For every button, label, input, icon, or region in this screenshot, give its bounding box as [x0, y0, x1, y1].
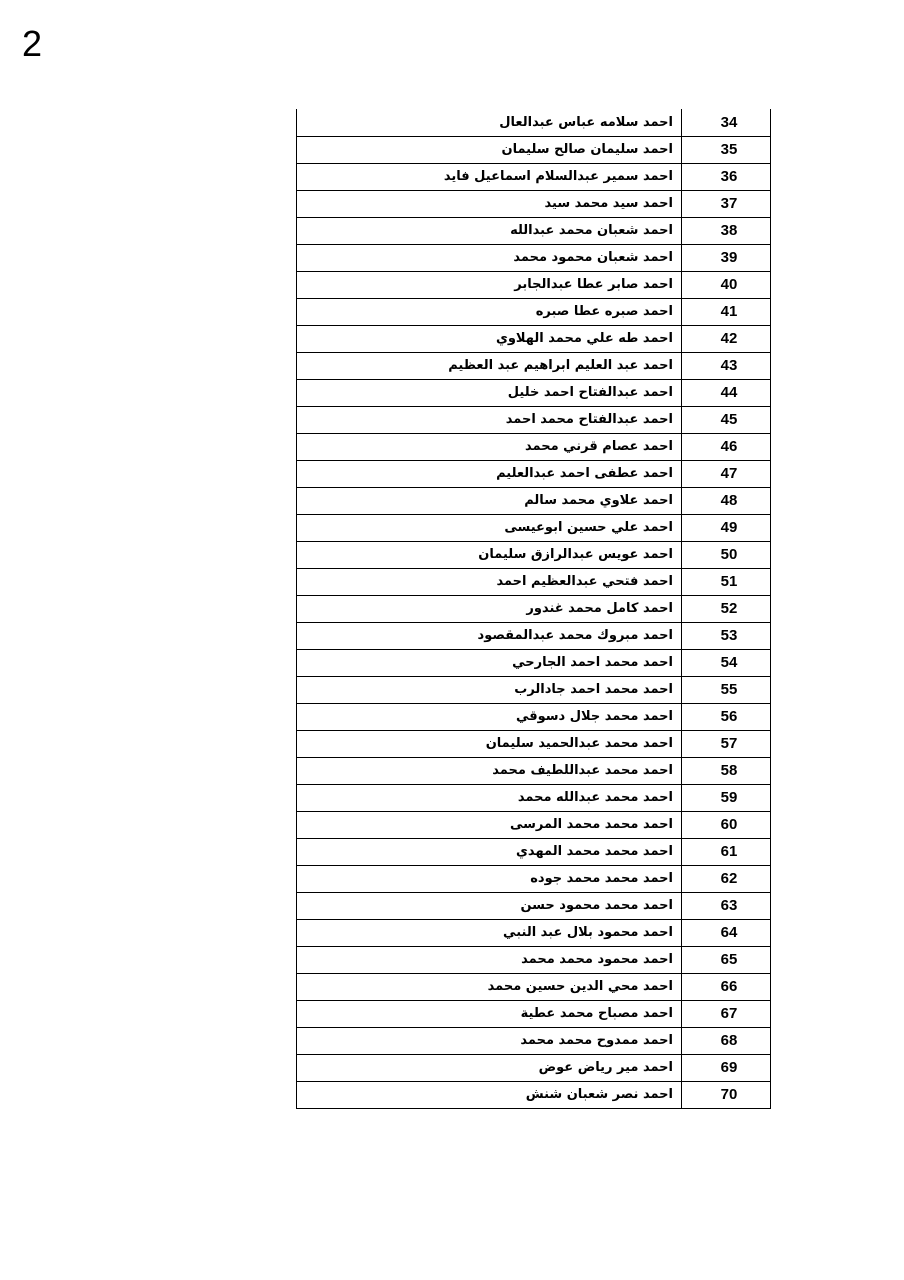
table-row	[297, 730, 771, 757]
table-row	[297, 325, 771, 352]
student-name-cell: احمد مبروك محمد عبدالمقصود	[297, 622, 682, 649]
student-name-cell: احمد محمد محمد المرسى	[297, 811, 682, 838]
student-name-cell: احمد محمد محمد المهدي	[297, 838, 682, 865]
row-number-cell: 69	[682, 1054, 771, 1081]
student-name-cell: احمد محمد احمد جادالرب	[297, 676, 682, 703]
student-name-cell: احمد مصباح محمد عطية	[297, 1000, 682, 1027]
names-table-body	[297, 109, 771, 1108]
row-number-cell: 61	[682, 838, 771, 865]
table-row	[297, 406, 771, 433]
row-number-cell: 51	[682, 568, 771, 595]
student-name-cell: احمد محمد محمد جوده	[297, 865, 682, 892]
table-row	[297, 190, 771, 217]
student-name-cell: احمد مير رياض عوض	[297, 1054, 682, 1081]
names-table	[296, 109, 771, 1109]
row-number-cell: 40	[682, 271, 771, 298]
table-row	[297, 703, 771, 730]
table-row	[297, 460, 771, 487]
row-number-cell: 46	[682, 433, 771, 460]
table-row	[297, 541, 771, 568]
row-number-cell: 44	[682, 379, 771, 406]
table-row	[297, 757, 771, 784]
table-row	[297, 487, 771, 514]
student-name-cell: احمد محمد عبدالحميد سليمان	[297, 730, 682, 757]
table-row	[297, 1000, 771, 1027]
table-row	[297, 649, 771, 676]
table-row	[297, 784, 771, 811]
table-row	[297, 298, 771, 325]
row-number-cell: 50	[682, 541, 771, 568]
student-name-cell: احمد كامل محمد غندور	[297, 595, 682, 622]
row-number-cell: 43	[682, 352, 771, 379]
student-name-cell: احمد سليمان صالح سليمان	[297, 136, 682, 163]
table-row	[297, 811, 771, 838]
row-number-cell: 45	[682, 406, 771, 433]
table-row	[297, 163, 771, 190]
row-number-cell: 56	[682, 703, 771, 730]
row-number-cell: 42	[682, 325, 771, 352]
row-number-cell: 39	[682, 244, 771, 271]
page-number: 2	[22, 23, 43, 64]
student-name-cell: احمد محمود محمد محمد	[297, 946, 682, 973]
student-name-cell: احمد شعبان محمود محمد	[297, 244, 682, 271]
row-number-cell: 55	[682, 676, 771, 703]
row-number-cell: 60	[682, 811, 771, 838]
row-number-cell: 38	[682, 217, 771, 244]
table-row	[297, 676, 771, 703]
row-number-cell: 66	[682, 973, 771, 1000]
table-row	[297, 892, 771, 919]
student-name-cell: احمد عطفى احمد عبدالعليم	[297, 460, 682, 487]
student-name-cell: احمد سلامه عباس عبدالعال	[297, 109, 682, 136]
table-row	[297, 217, 771, 244]
row-number-cell: 47	[682, 460, 771, 487]
student-name-cell: احمد صابر عطا عبدالجابر	[297, 271, 682, 298]
row-number-cell: 58	[682, 757, 771, 784]
table-row	[297, 838, 771, 865]
student-name-cell: احمد محي الدين حسين محمد	[297, 973, 682, 1000]
row-number-cell: 65	[682, 946, 771, 973]
student-name-cell: احمد صبره عطا صبره	[297, 298, 682, 325]
student-name-cell: احمد ممدوح محمد محمد	[297, 1027, 682, 1054]
table-row	[297, 946, 771, 973]
student-name-cell: احمد محمود بلال عبد النبي	[297, 919, 682, 946]
student-name-cell: احمد شعبان محمد عبدالله	[297, 217, 682, 244]
table-row	[297, 433, 771, 460]
row-number-cell: 36	[682, 163, 771, 190]
row-number-cell: 68	[682, 1027, 771, 1054]
table-row	[297, 973, 771, 1000]
student-name-cell: احمد عبدالفتاح محمد احمد	[297, 406, 682, 433]
table-row	[297, 1081, 771, 1108]
table-row	[297, 1054, 771, 1081]
student-name-cell: احمد عصام قرني محمد	[297, 433, 682, 460]
row-number-cell: 52	[682, 595, 771, 622]
table-row	[297, 352, 771, 379]
row-number-cell: 67	[682, 1000, 771, 1027]
student-name-cell: احمد محمد محمود حسن	[297, 892, 682, 919]
row-number-cell: 53	[682, 622, 771, 649]
student-name-cell: احمد محمد جلال دسوقي	[297, 703, 682, 730]
table-row	[297, 244, 771, 271]
table-row	[297, 595, 771, 622]
table-row	[297, 622, 771, 649]
row-number-cell: 35	[682, 136, 771, 163]
row-number-cell: 70	[682, 1081, 771, 1108]
student-name-cell: احمد عبد العليم ابراهيم عبد العظيم	[297, 352, 682, 379]
student-name-cell: احمد نصر شعبان شنش	[297, 1081, 682, 1108]
student-name-cell: احمد علاوي محمد سالم	[297, 487, 682, 514]
student-name-cell: احمد طه علي محمد الهلاوي	[297, 325, 682, 352]
table-row	[297, 109, 771, 136]
student-name-cell: احمد عبدالفتاح احمد خليل	[297, 379, 682, 406]
student-name-cell: احمد سيد محمد سيد	[297, 190, 682, 217]
table-row	[297, 1027, 771, 1054]
row-number-cell: 54	[682, 649, 771, 676]
table-row	[297, 271, 771, 298]
row-number-cell: 63	[682, 892, 771, 919]
student-name-cell: احمد محمد عبدالله محمد	[297, 784, 682, 811]
student-name-cell: احمد عويس عبدالرازق سليمان	[297, 541, 682, 568]
student-name-cell: احمد سمير عبدالسلام اسماعيل فايد	[297, 163, 682, 190]
table-row	[297, 568, 771, 595]
table-row	[297, 865, 771, 892]
row-number-cell: 41	[682, 298, 771, 325]
table-row	[297, 514, 771, 541]
row-number-cell: 64	[682, 919, 771, 946]
row-number-cell: 48	[682, 487, 771, 514]
table-row	[297, 136, 771, 163]
row-number-cell: 59	[682, 784, 771, 811]
student-name-cell: احمد محمد احمد الجارحي	[297, 649, 682, 676]
student-name-cell: احمد علي حسين ابوعيسى	[297, 514, 682, 541]
table-row	[297, 379, 771, 406]
row-number-cell: 62	[682, 865, 771, 892]
row-number-cell: 49	[682, 514, 771, 541]
table-row	[297, 919, 771, 946]
student-name-cell: احمد فتحي عبدالعظيم احمد	[297, 568, 682, 595]
student-name-cell: احمد محمد عبداللطيف محمد	[297, 757, 682, 784]
row-number-cell: 57	[682, 730, 771, 757]
row-number-cell: 37	[682, 190, 771, 217]
row-number-cell: 34	[682, 109, 771, 136]
